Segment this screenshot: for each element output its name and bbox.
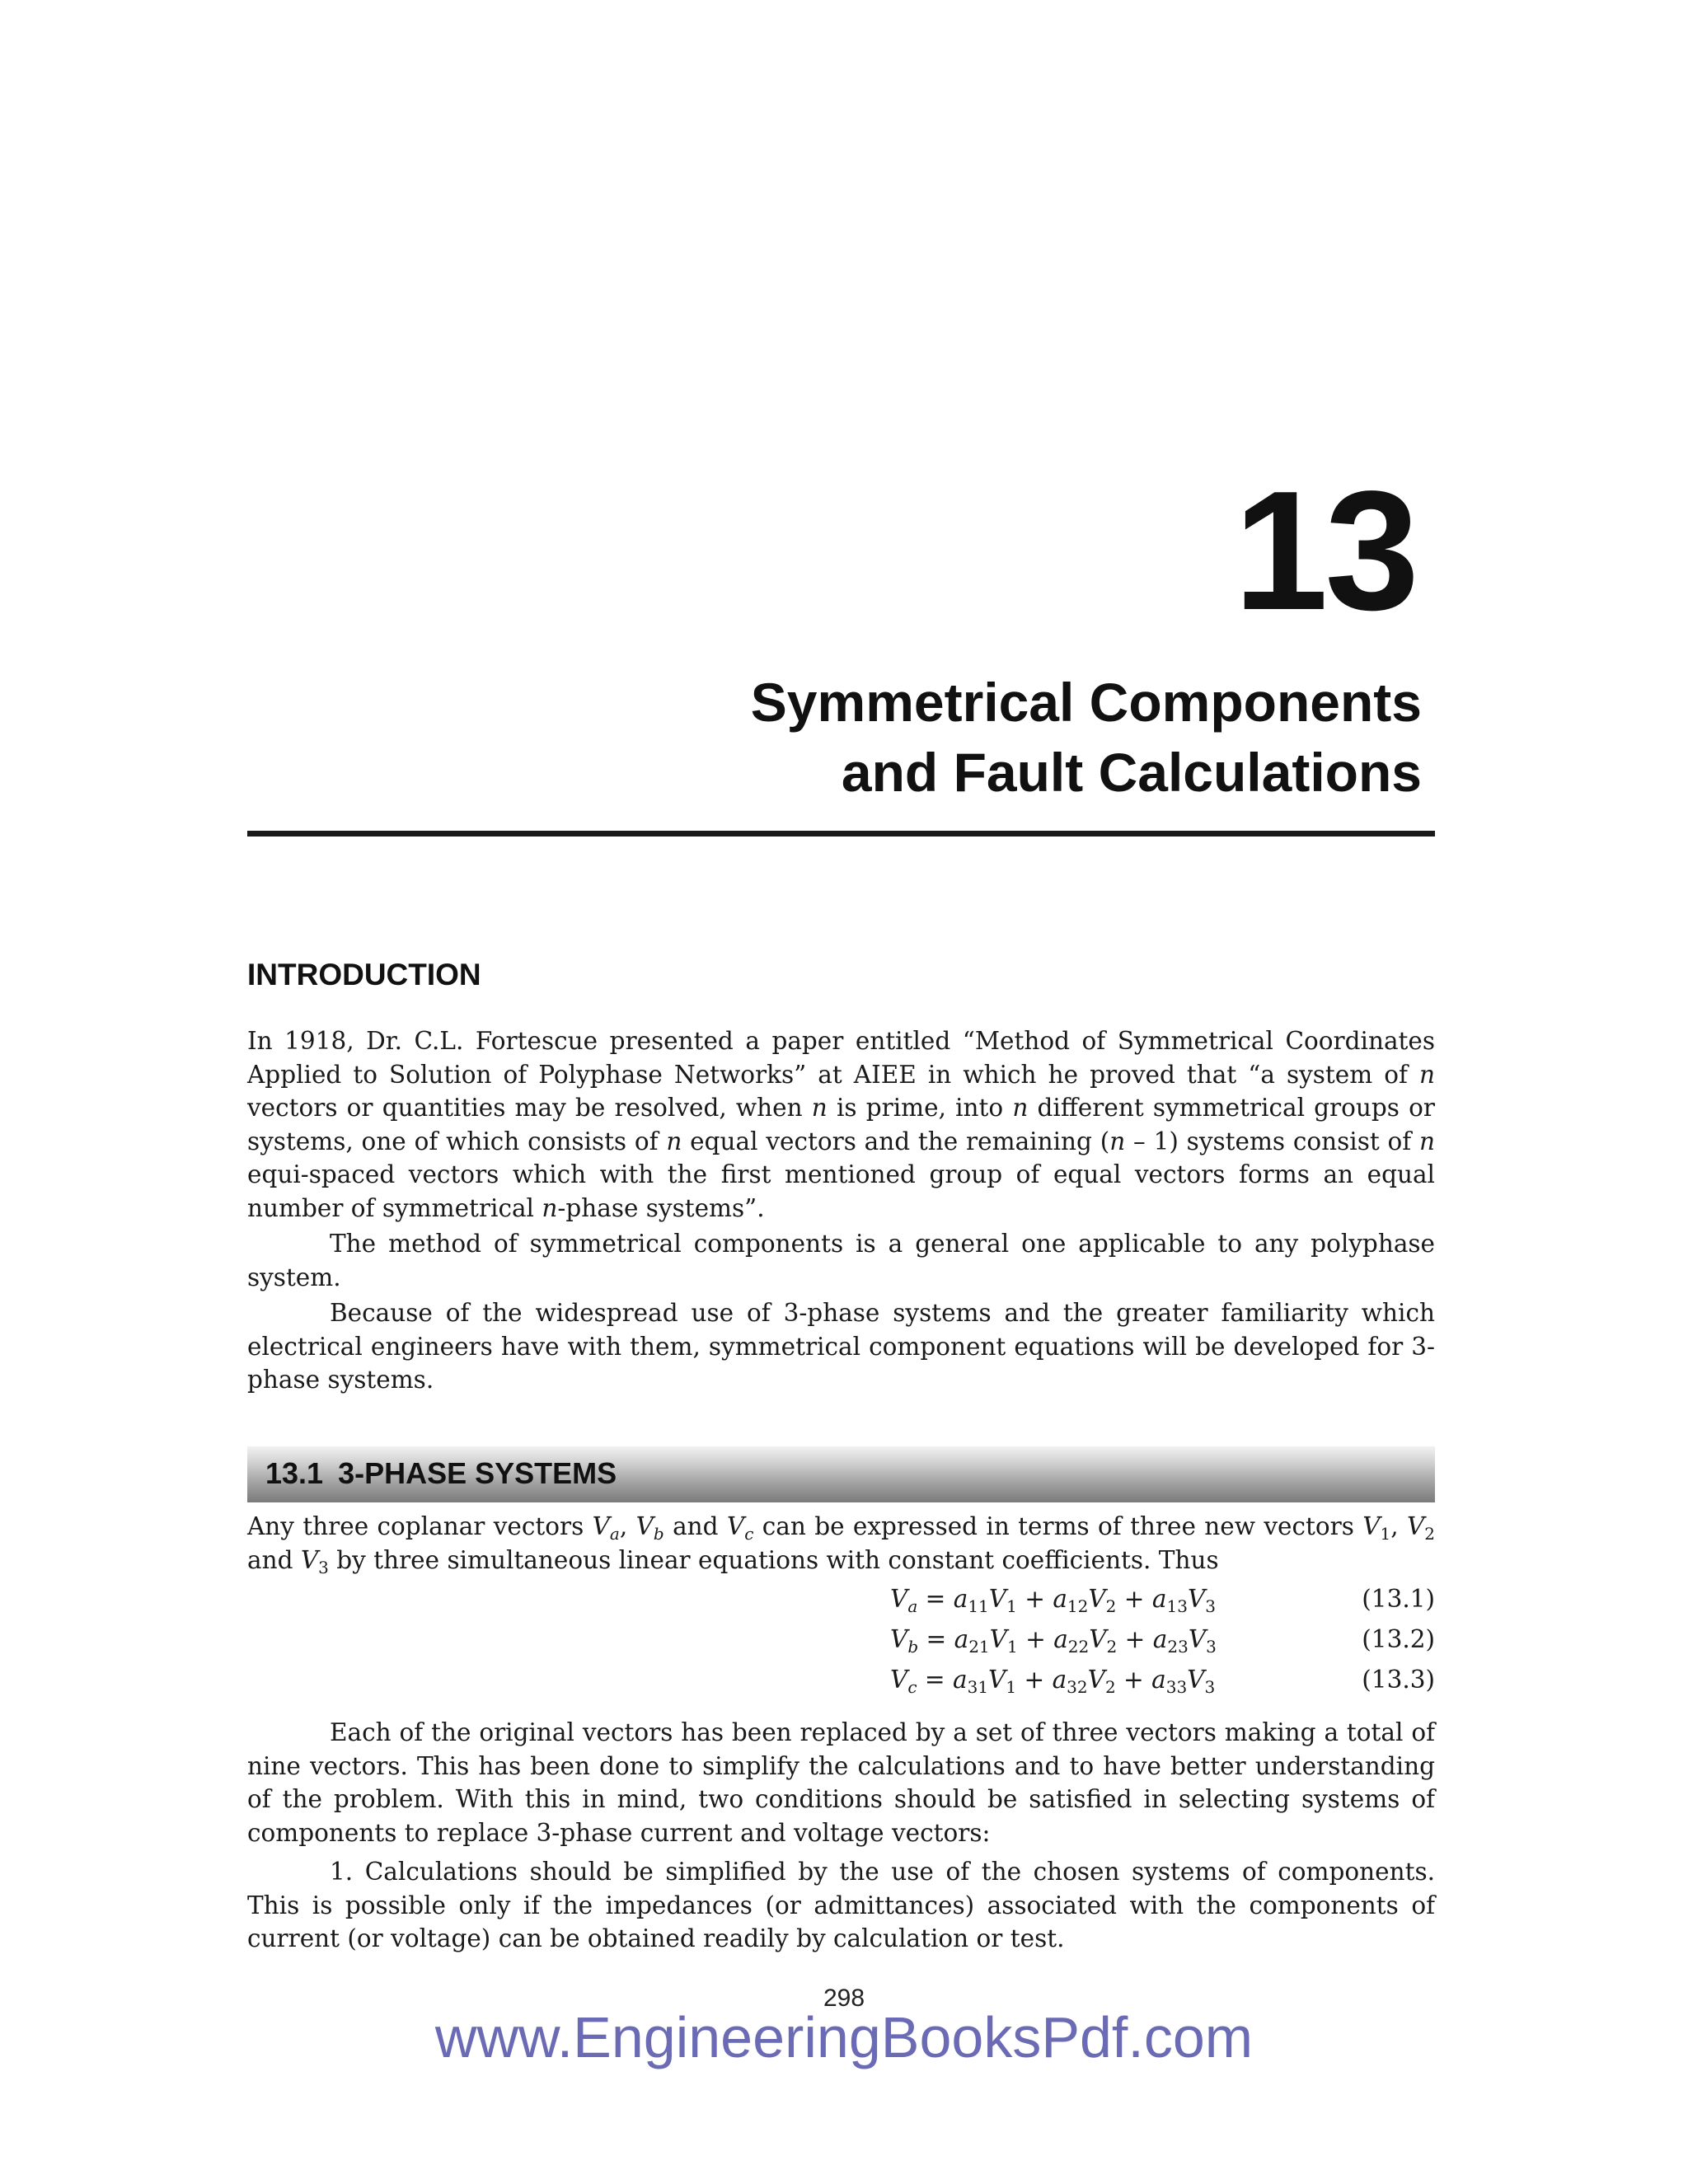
- chapter-title: [515, 668, 1422, 808]
- equation-row: [247, 1663, 1435, 1696]
- equation: $V_c = a_{31}V_1 + a_{32}V_2 + a_{33}V_3$: [890, 1666, 1216, 1697]
- introduction-paragraph-1: In 1918, Dr. C.L. Fortescue presented a paper entitled “Method of Symmetrical Coordinates Applied to Solution of Polyphase Networks” at AIEE in which he proved that “a system of n vectors or quantities may be resolved, when n is prime, into n different symmetrical groups or systems, one of which consists of n equal vectors and the remaining (n – 1) systems consist of n equi-spaced vectors which with the first mentioned group of equal vectors forms an equal number of symmetrical n-phase systems”.: [247, 1027, 1435, 1222]
- section-body: [247, 1716, 1435, 1956]
- watermark-url: www.EngineeringBooksPdf.com: [434, 2005, 1254, 2069]
- section-intro-paragraph: Any three coplanar vectors $V_a$, $V_b$ and $V_c$ can be expressed in terms of three new vectors $V_1$, $V_2$ and $V_3$ by three simultaneous linear equations with constant coefficients. Thus: [247, 1512, 1436, 1577]
- page-number: 298: [823, 1985, 865, 2012]
- equation-row: [247, 1582, 1435, 1615]
- chapter-title-line2: and Fault Calculations: [841, 742, 1422, 803]
- section-heading: [265, 1452, 617, 1495]
- title-rule: [247, 831, 1435, 837]
- equation-row: [247, 1623, 1435, 1656]
- introduction-paragraph-3: Because of the widespread use of 3-phase systems and the greater familiarity which electrical engineers have with them, symmetrical component equations will be developed for 3-phase systems.: [247, 1299, 1435, 1394]
- section-title: 3-PHASE SYSTEMS: [338, 1456, 617, 1490]
- equation: $V_a = a_{11}V_1 + a_{12}V_2 + a_{13}V_3$: [890, 1585, 1216, 1616]
- introduction-body: [247, 1024, 1435, 1397]
- equation-number: (13.3): [1362, 1666, 1435, 1694]
- equation-number: (13.1): [1362, 1585, 1435, 1613]
- chapter-number: 13: [1233, 456, 1416, 645]
- equation: $V_b = a_{21}V_1 + a_{22}V_2 + a_{23}V_3$: [890, 1625, 1217, 1657]
- equation-number: (13.2): [1362, 1625, 1435, 1653]
- chapter-title-line1: Symmetrical Components: [750, 672, 1422, 733]
- section-number: 13.1: [265, 1456, 324, 1490]
- introduction-paragraph-2: The method of symmetrical components is a general one applicable to any polyphase system.: [247, 1230, 1435, 1291]
- section-intro: [247, 1510, 1435, 1577]
- section-paragraph: Each of the original vectors has been replaced by a set of three vectors making a total of nine vectors. This has been done to simplify the calculations and to have better understanding of the problem. With this in mind, two conditions should be satisfied in selecting systems of components to replace 3-phase current and voltage vectors:: [247, 1718, 1435, 1847]
- numbered-item-1: 1. Calculations should be simplified by the use of the chosen systems of components. This is possible only if the impedances (or admittances) associated with the components of current (or voltage) can be obtained readily by calculation or test.: [247, 1858, 1435, 1952]
- introduction-heading: INTRODUCTION: [247, 958, 481, 991]
